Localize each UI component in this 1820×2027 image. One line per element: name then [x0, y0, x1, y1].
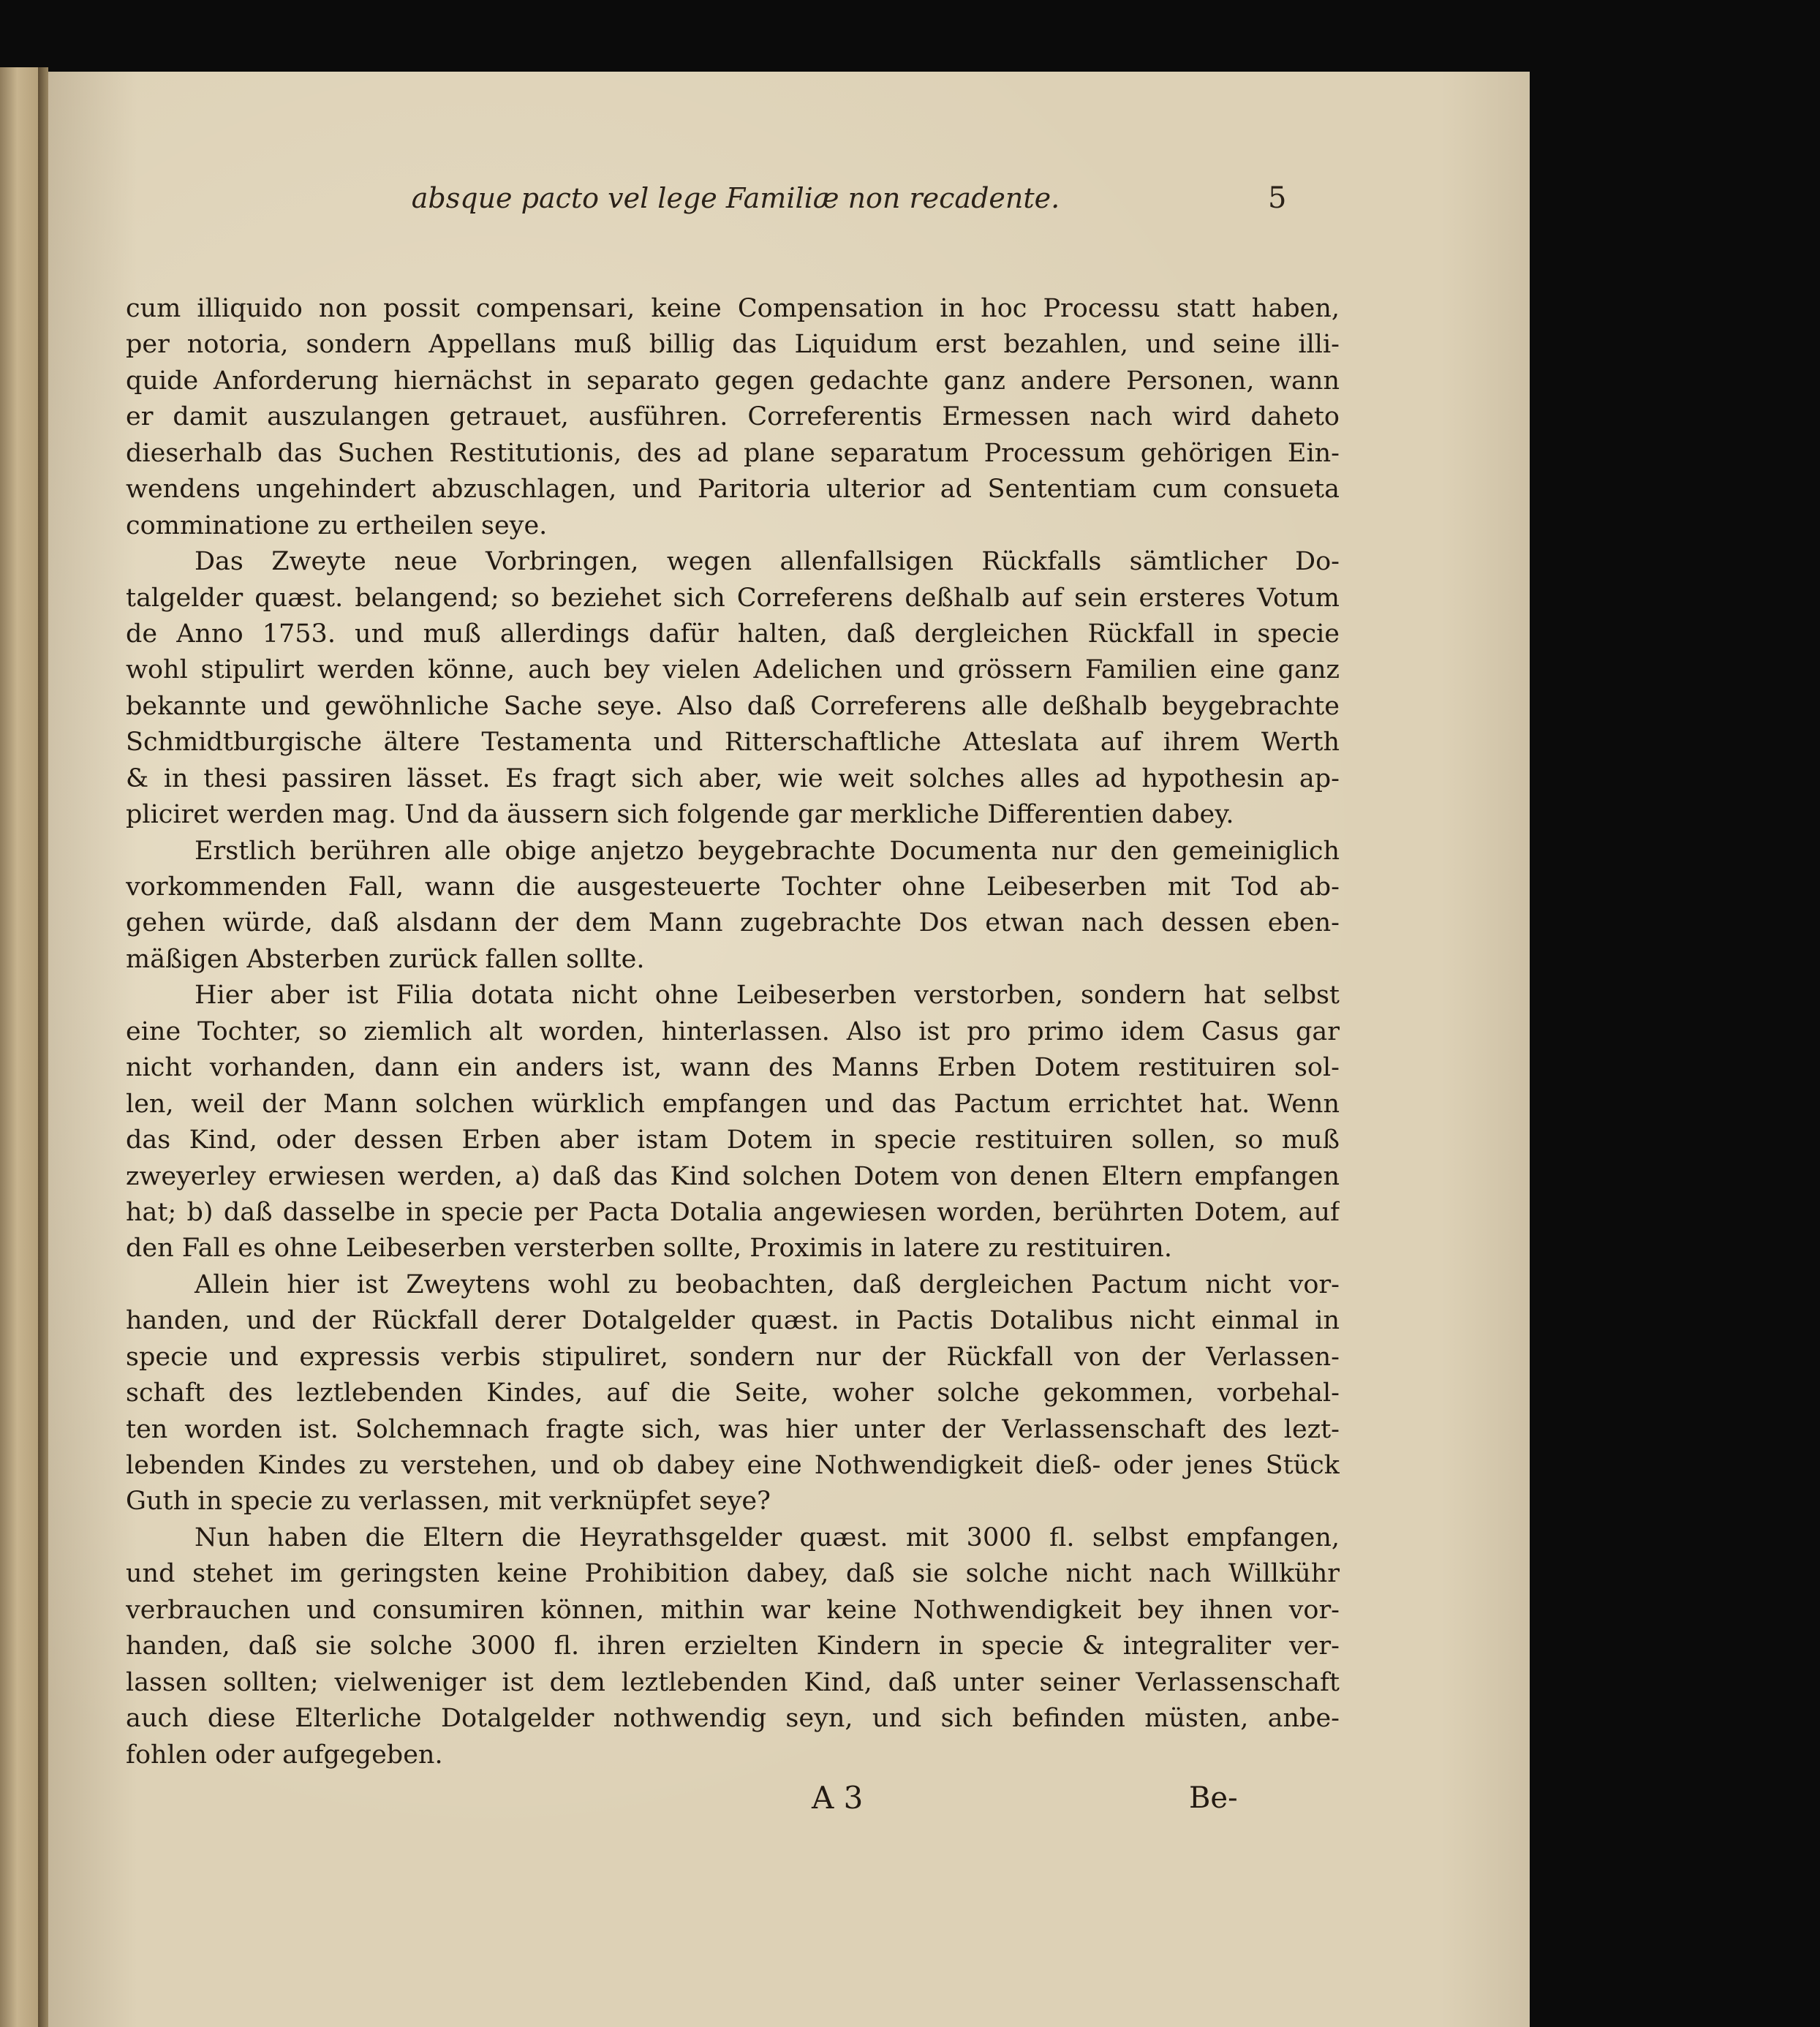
text-line: handen, daß sie solche 3000 fl. ihren erzielten Kindern in specie & integraliter ver- — [126, 1631, 1340, 1661]
text-line: quide Anforderung hiernächst in separato gegen gedachte ganz andere Personen, wann — [126, 366, 1340, 396]
text-line: wohl stipulirt werden könne, auch bey vielen Adelichen und grössern Familien eine ganz — [126, 655, 1340, 685]
text-line: wendens ungehindert abzuschlagen, und Paritoria ulterior ad Sententiam cum consueta — [126, 475, 1340, 505]
text-line: den Fall es ohne Leibeserben versterben sollte, Proximis in latere zu restituiren. — [126, 1234, 1172, 1264]
text-line: talgelder quæst. belangend; so beziehet sich Correferens deßhalb auf sein ersteres Votum — [126, 583, 1340, 613]
text-line: per notoria, sondern Appellans muß billig das Liquidum erst bezahlen, und seine illi- — [126, 330, 1340, 360]
text-line: gehen würde, daß alsdann der dem Mann zugebrachte Dos etwan nach dessen eben- — [126, 908, 1340, 938]
text-line: handen, und der Rückfall derer Dotalgelder quæst. in Pactis Dotalibus nicht einmal in — [126, 1306, 1340, 1336]
left-page-edge — [0, 67, 38, 2027]
text-line: dieserhalb das Suchen Restitutionis, des ad plane separatum Processum gehörigen Ein- — [126, 438, 1340, 468]
text-line: & in thesi passiren lässet. Es fragt sich aber, wie weit solches alles ad hypothesin ap- — [126, 763, 1340, 793]
catchword: Be- — [1189, 1781, 1238, 1815]
text-line: das Kind, oder dessen Erben aber istam Dotem in specie restituiren sollen, so muß — [126, 1125, 1340, 1155]
text-line: und stehet im geringsten keine Prohibition dabey, daß sie solche nicht nach Willkühr — [126, 1559, 1340, 1589]
running-head — [48, 165, 1530, 231]
text-line: lassen sollten; vielweniger ist dem leztlebenden Kind, daß unter seiner Verlassenschaft — [126, 1667, 1340, 1697]
text-line: ten worden ist. Solchemnach fragte sich, was hier unter der Verlassenschaft des lezt- — [126, 1414, 1340, 1444]
text-line: specie und expressis verbis stipuliret, sondern nur der Rückfall von der Verlassen- — [126, 1342, 1340, 1372]
signature-mark: A 3 — [812, 1780, 864, 1816]
text-line: eine Tochter, so ziemlich alt worden, hinterlassen. Also ist pro primo idem Casus gar — [126, 1016, 1340, 1046]
body-text — [126, 291, 1340, 1773]
text-line: Das Zweyte neue Vorbringen, wegen allenfallsigen Rückfalls sämtlicher Do- — [195, 547, 1340, 577]
text-line: pliciret werden mag. Und da äussern sich folgende gar merkliche Differentien dabey. — [126, 800, 1234, 830]
text-line: nicht vorhanden, dann ein anders ist, wann des Manns Erben Dotem restituiren sol- — [126, 1053, 1340, 1083]
page-footer — [48, 1773, 1530, 1824]
document-page — [48, 72, 1530, 2027]
text-line: Guth in specie zu verlassen, mit verknüpfet seye? — [126, 1487, 771, 1517]
text-line: vorkommenden Fall, wann die ausgesteuerte Tochter ohne Leibeserben mit Tod ab- — [126, 872, 1340, 902]
text-line: Allein hier ist Zweytens wohl zu beobachten, daß dergleichen Pactum nicht vor- — [195, 1269, 1340, 1299]
text-line: Schmidtburgische ältere Testamenta und Ritterschaftliche Atteslata auf ihrem Werth — [126, 728, 1340, 758]
text-line: zweyerley erwiesen werden, a) daß das Kind solchen Dotem von denen Eltern empfangen — [126, 1161, 1340, 1191]
text-line: Nun haben die Eltern die Heyrathsgelder quæst. mit 3000 fl. selbst empfangen, — [195, 1522, 1340, 1552]
text-line: fohlen oder aufgegeben. — [126, 1740, 443, 1770]
text-line: comminatione zu ertheilen seye. — [126, 510, 548, 540]
text-line: bekannte und gewöhnliche Sache seye. Also daß Correferens alle deßhalb beygebrachte — [126, 691, 1340, 721]
text-line: schaft des leztlebenden Kindes, auf die Seite, woher solche gekommen, vorbehal- — [126, 1378, 1340, 1408]
text-line: verbrauchen und consumiren können, mithin war keine Nothwendigkeit bey ihnen vor- — [126, 1595, 1340, 1625]
text-line: er damit auszulangen getrauet, ausführen. Correferentis Ermessen nach wird daheto — [126, 402, 1340, 432]
text-line: lebenden Kindes zu verstehen, und ob dabey eine Nothwendigkeit dieß- oder jenes Stück — [126, 1451, 1340, 1480]
text-line: cum illiquido non possit compensari, keine Compensation in hoc Processu statt haben, — [126, 294, 1340, 323]
book-spine — [38, 67, 48, 2027]
running-head-title: absque pacto vel lege Familiæ non recadente. — [411, 182, 1060, 214]
page-number: 5 — [1268, 181, 1287, 215]
text-line: Erstlich berühren alle obige anjetzo beygebrachte Documenta nur den gemeiniglich — [195, 836, 1340, 866]
text-line: hat; b) daß dasselbe in specie per Pacta Dotalia angewiesen worden, berührten Dotem, auf — [126, 1197, 1340, 1227]
text-line: len, weil der Mann solchen würklich empfangen und das Pactum errichtet hat. Wenn — [126, 1089, 1340, 1119]
text-line: mäßigen Absterben zurück fallen sollte. — [126, 944, 645, 974]
text-line: auch diese Elterliche Dotalgelder nothwendig seyn, und sich befinden müsten, anbe- — [126, 1704, 1340, 1734]
text-line: de Anno 1753. und muß allerdings dafür halten, daß dergleichen Rückfall in specie — [126, 619, 1340, 649]
text-line: Hier aber ist Filia dotata nicht ohne Leibeserben verstorben, sondern hat selbst — [195, 981, 1340, 1011]
